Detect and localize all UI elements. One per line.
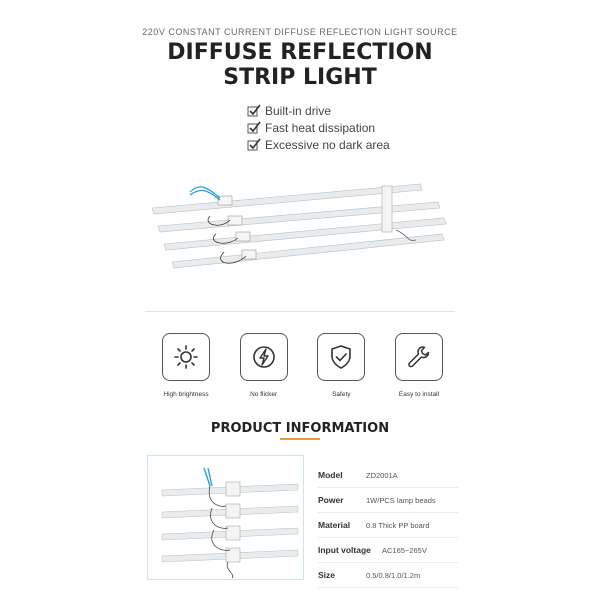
spec-row <box>318 563 458 588</box>
icon-box <box>162 333 210 381</box>
feature-label: Excessive no dark area <box>265 137 390 152</box>
feature-label: Fast heat dissipation <box>265 120 376 135</box>
feature-label: Built-in drive <box>265 103 332 118</box>
spec-value: 0.5/0.8/1.0/1.2m <box>366 570 421 580</box>
page-title <box>0 40 600 90</box>
spec-row <box>318 463 458 488</box>
spec-value: 1W/PCS lamp beads <box>366 495 436 505</box>
spec-row <box>318 513 458 538</box>
lightning-icon <box>251 344 277 370</box>
spec-label: Material <box>318 520 351 530</box>
title-line-2: STRIP LIGHT <box>223 65 377 90</box>
spec-value: AC165~265V <box>382 545 427 555</box>
icon-box <box>240 333 288 381</box>
shield-check-icon <box>328 344 354 370</box>
icon-card-safety <box>315 333 367 398</box>
spec-value: ZD2001A <box>366 470 398 480</box>
spec-table <box>318 463 458 588</box>
icon-label: Safety <box>332 391 351 398</box>
title-line-1: DIFFUSE REFLECTION <box>167 40 433 65</box>
icon-label: No flicker <box>250 391 278 398</box>
spec-label: Model <box>318 470 343 480</box>
spec-value: 0.8 Thick PP board <box>366 520 430 530</box>
spec-label: Size <box>318 570 336 580</box>
feature-item <box>247 119 390 136</box>
feature-icon-row <box>160 333 445 398</box>
feature-item <box>247 102 390 119</box>
spec-row <box>318 488 458 513</box>
checkmark-icon <box>247 121 261 135</box>
icon-label: Easy to install <box>398 391 440 398</box>
strip-light-hero-image <box>150 170 450 285</box>
spec-row <box>318 538 458 563</box>
spec-label: Power <box>318 495 344 505</box>
section-divider <box>145 311 455 312</box>
icon-label: High brightness <box>163 391 209 398</box>
page-subtitle: 220V CONSTANT CURRENT DIFFUSE REFLECTION LIGHT SOURCE <box>142 27 458 37</box>
feature-item <box>247 136 390 153</box>
strip-4 <box>172 234 444 268</box>
icon-card-no-flicker <box>238 333 290 398</box>
icon-card-high-brightness <box>160 333 212 398</box>
icon-card-easy-install <box>393 333 445 398</box>
feature-list <box>247 102 390 153</box>
title-underline <box>280 438 320 440</box>
checkmark-icon <box>247 104 261 118</box>
product-info-title: PRODUCT INFORMATION <box>210 421 390 436</box>
wrench-icon <box>406 344 432 370</box>
product-photo <box>147 455 304 580</box>
icon-box <box>395 333 443 381</box>
sun-icon <box>173 344 199 370</box>
icon-box <box>317 333 365 381</box>
checkmark-icon <box>247 138 261 152</box>
spec-label: Input voltage <box>318 545 371 555</box>
